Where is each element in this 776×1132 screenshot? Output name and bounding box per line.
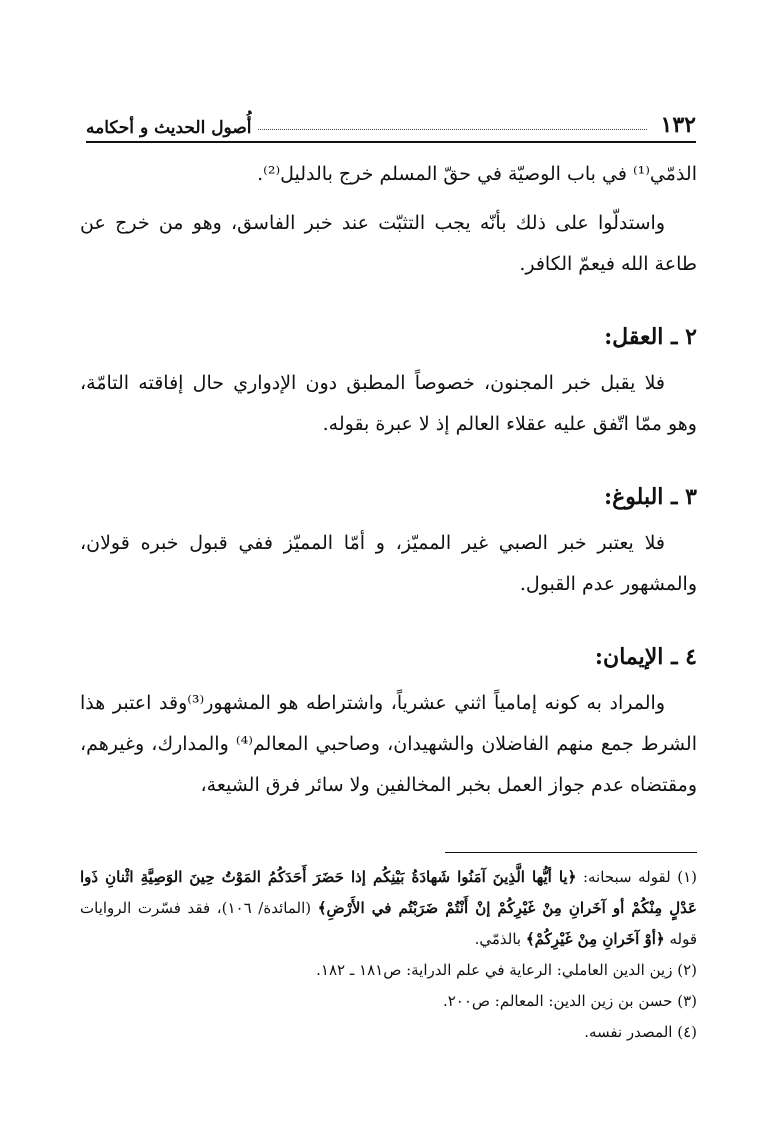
footnote-3: (٣) حسن بن زين الدين: المعالم: ص٢٠٠. (442, 992, 697, 1010)
paragraph-reason: فلا يقبل خبر المجنون، خصوصاً المطبق دون الإدواري حال إفاقته التامّة، وهو ممّا اتّفق عليه عقلاء العالم إذ لا عبرة بقوله. (80, 372, 697, 435)
footnote-1-quran-phrase: ﴿أوْ آخَرانِ مِنْ غَيْرِكُمْ﴾ (525, 930, 665, 948)
page-number: ١٣٢ (660, 112, 696, 138)
footnote-1-quran-verse: ﴿يا أيُّها الَّذِينَ آمَنُوا شَهادَةُ بَيْنِكُم إذا حَضَرَ أَحَدَكُمُ المَوْتُ حِينَ الوَصِيَّةِ اثْنانِ ذَوا عَدْلٍ مِنْكُمْ أو آخَرانِ مِنْ غَيْرِكُمْ إنْ أَنْتُمْ ضَرَبْتُم في الأَرْضِ﴾ (80, 868, 698, 917)
footnote-1 (80, 862, 697, 955)
footnotes (80, 862, 697, 1048)
paragraph-puberty: فلا يعتبر خبر الصبي غير المميّز، و أمّا المميّز ففي قبول خبره قولان، والمشهور عدم القبول. (80, 532, 697, 595)
header-rule (86, 141, 696, 143)
footnote-1-end: بالذمّي. (474, 930, 522, 948)
footnote-1-reference: (المائدة/ ١٠٦)، فقد فسّرت الروايات قوله (80, 899, 697, 948)
section-heading-faith: ٤ ـ الإيمان: (594, 644, 697, 670)
footnote-1-intro: (١) لقوله سبحانه: (582, 868, 697, 886)
dotted-leader (258, 129, 647, 130)
running-title: أُصول الحديث و أحكامه (86, 118, 252, 138)
page-header (86, 104, 696, 138)
footnote-rule (445, 852, 697, 853)
paragraph-faith: والمراد به كونه إمامياً اثني عشرياً، واشتراطه هو المشهور⁽³⁾وقد اعتبر هذا الشرط جمع منهم الفاضلان والشهيدان، وصاحبي المعالم⁽⁴⁾ والمدارك، وغيرهم، ومقتضاه عدم جواز العمل بخبر المخالفين ولا سائر فرق الشيعة، (80, 692, 697, 796)
section-heading-reason: ٢ ـ العقل: (604, 324, 697, 350)
paragraph-continuation: الذمّي⁽¹⁾ في باب الوصيّة في حقّ المسلم خرج بالدليل⁽²⁾. (257, 163, 697, 185)
footnote-4: (٤) المصدر نفسه. (584, 1023, 697, 1041)
section-heading-puberty: ٣ ـ البلوغ: (604, 484, 697, 510)
footnote-2: (٢) زين الدين العاملي: الرعاية في علم الدراية: ص١٨١ ـ ١٨٢. (316, 961, 697, 979)
main-text (80, 154, 697, 806)
paragraph-evidence: واستدلّوا على ذلك بأنّه يجب التثبّت عند خبر الفاسق، وهو من خرج عن طاعة الله فيعمّ الكافر. (80, 212, 697, 275)
